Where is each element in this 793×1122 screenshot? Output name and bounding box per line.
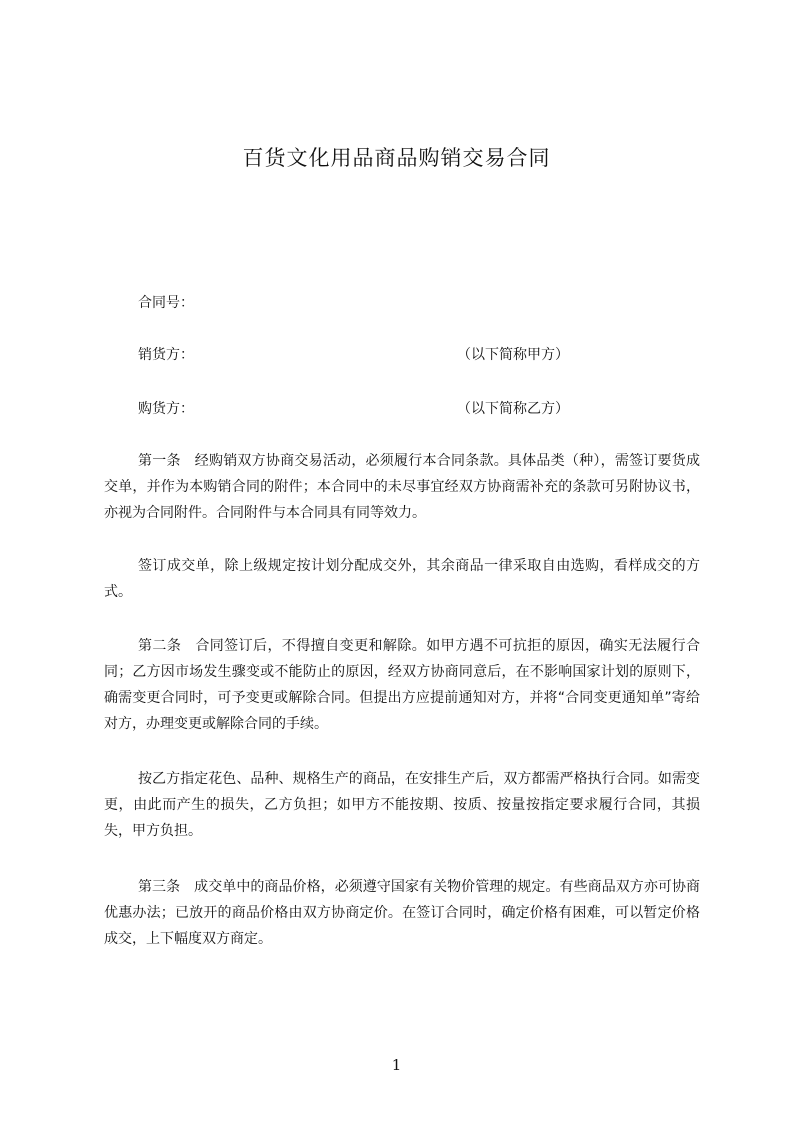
article-2-supplement-text: 按乙方指定花色、品种、规格生产的商品，在安排生产后，双方都需严格执行合同。如需变更，由此而产生的损失，乙方负担；如甲方不能按期、按质、按量按指定要求履行合同，其损失，甲方负担。 <box>104 771 700 839</box>
contract-number-label: 合同号： <box>138 295 194 311</box>
article-3-paragraph <box>104 874 700 952</box>
buyer-note: （以下简称乙方） <box>457 401 569 417</box>
article-2-paragraph <box>104 633 700 737</box>
page-number: 1 <box>391 1056 402 1074</box>
seller-note: （以下简称甲方） <box>457 347 569 363</box>
seller-label: 销货方： <box>138 347 194 363</box>
article-3-text: 成交单中的商品价格，必须遵守国家有关物价管理的规定。有些商品双方亦可协商优惠办法；已放开的商品价格由双方协商定价。在签订合同时，确定价格有困难，可以暂定价格成交，上下幅度双方商定。 <box>104 879 701 947</box>
article-1-paragraph <box>104 448 700 526</box>
buyer-label: 购货方： <box>138 401 194 417</box>
article-1-heading: 第一条 <box>138 453 181 469</box>
article-2-heading: 第二条 <box>138 638 182 654</box>
document-title: 百货文化用品商品购销交易合同 <box>242 146 551 170</box>
article-2-supplement-paragraph <box>104 766 700 844</box>
article-1-supplement-text: 签订成交单，除上级规定按计划分配成交外，其余商品一律采取自由选购，看样成交的方式。 <box>104 558 700 600</box>
article-3-heading: 第三条 <box>138 879 181 895</box>
article-1-supplement-paragraph <box>104 553 700 605</box>
article-2-text: 合同签订后，不得擅自变更和解除。如甲方遇不可抗拒的原因，确实无法履行合同；乙方因市场发生骤变或不能防止的原因，经双方协商同意后，在不影响国家计划的原则下，确需变更合同时，可予变更或解除合同。但提出方应提前通知对方，并将“合同变更通知单”寄给对方，办理变更或解除合同的手续。 <box>104 638 701 732</box>
article-1-text: 经购销双方协商交易活动，必须履行本合同条款。具体品类（种），需签订要货成交单，并作为本购销合同的附件；本合同中的未尽事宜经双方协商需补充的条款可另附协议书，亦视为合同附件。合同附件与本合同具有同等效力。 <box>104 453 701 521</box>
